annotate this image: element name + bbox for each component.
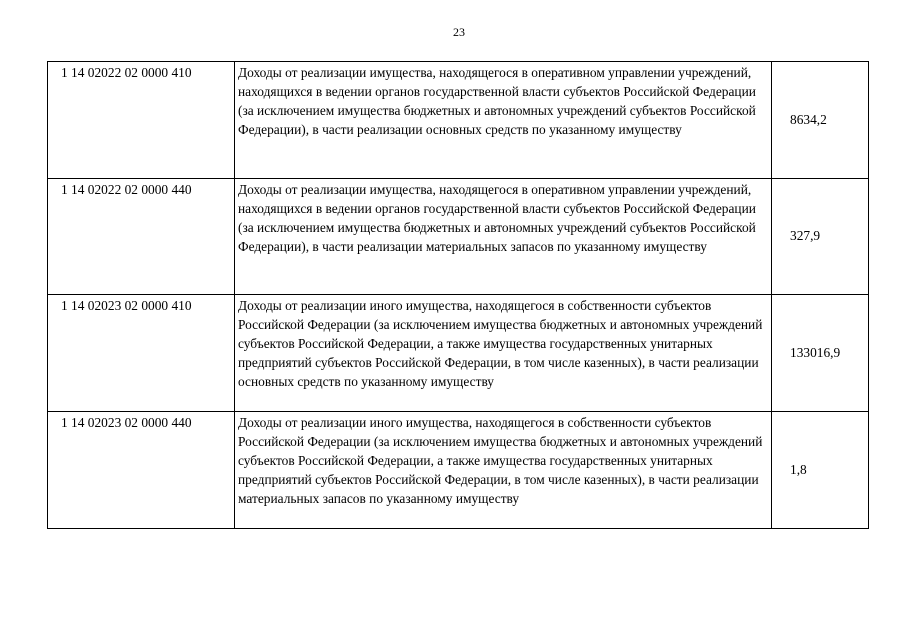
revenue-code-cell: 1 14 02022 02 0000 440 [48, 179, 235, 295]
revenue-amount-cell: 1,8 [772, 412, 869, 529]
revenue-amount-cell: 327,9 [772, 179, 869, 295]
revenue-description-cell: Доходы от реализации иного имущества, находящегося в собственности субъектов Российской Федерации (за исключением имущества бюджетных и автономных учреждений субъектов Российской Федерации, а также имущества государственных унитарных предприятий субъектов Российской Федерации, в том числе казенных), в части реализации материальных запасов по указанному имуществу [235, 412, 772, 529]
revenue-amount-cell: 8634,2 [772, 62, 869, 179]
table-row [48, 412, 869, 529]
revenue-description-cell: Доходы от реализации имущества, находящегося в оперативном управлении учреждений, находящихся в ведении органов государственной власти субъектов Российской Федерации (за исключением имущества бюджетных и автономных учреждений субъектов Российской Федерации), в части реализации материальных запасов по указанному имуществу [235, 179, 772, 295]
revenue-description-cell: Доходы от реализации иного имущества, находящегося в собственности субъектов Российской Федерации (за исключением имущества бюджетных и автономных учреждений субъектов Российской Федерации, а также имущества государственных унитарных предприятий субъектов Российской Федерации, в том числе казенных), в части реализации основных средств по указанному имуществу [235, 295, 772, 412]
revenue-amount-cell: 133016,9 [772, 295, 869, 412]
revenue-code-cell: 1 14 02023 02 0000 440 [48, 412, 235, 529]
revenue-code-cell: 1 14 02022 02 0000 410 [48, 62, 235, 179]
revenue-table [47, 61, 869, 529]
table-row [48, 179, 869, 295]
page-number: 23 [453, 25, 465, 39]
table-row [48, 295, 869, 412]
revenue-description-cell: Доходы от реализации имущества, находящегося в оперативном управлении учреждений, находящихся в ведении органов государственной власти субъектов Российской Федерации (за исключением имущества бюджетных и автономных учреждений субъектов Российской Федерации), в части реализации основных средств по указанному имуществу [235, 62, 772, 179]
table-row [48, 62, 869, 179]
revenue-code-cell: 1 14 02023 02 0000 410 [48, 295, 235, 412]
